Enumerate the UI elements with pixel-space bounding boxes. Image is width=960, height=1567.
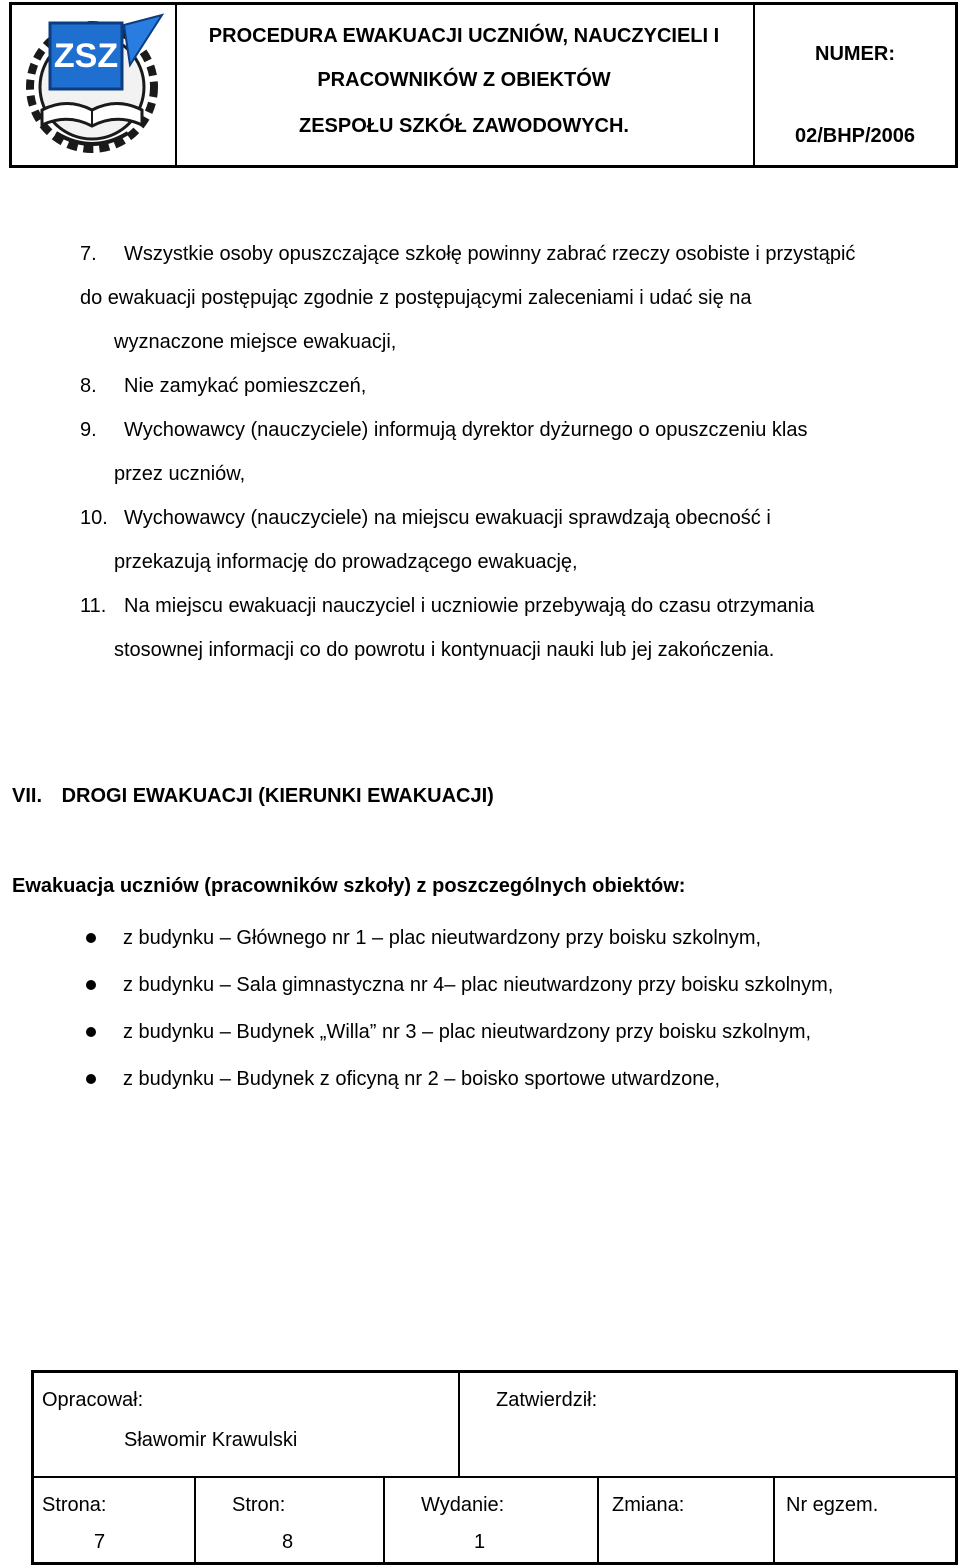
logo-text: ZSZ bbox=[53, 37, 119, 75]
bullet-icon bbox=[86, 980, 96, 990]
number-label: NUMER: bbox=[815, 43, 895, 65]
number-value: 02/BHP/2006 bbox=[794, 125, 916, 147]
list-item bbox=[80, 364, 948, 408]
list-item bbox=[80, 496, 948, 584]
item-text: Nie zamykać pomieszczeń, bbox=[124, 375, 367, 397]
item-text: Na miejscu ewakuacji nauczyciel i uczniowie przebywają do czasu otrzymania bbox=[124, 595, 815, 617]
prepared-label: Opracował: bbox=[42, 1389, 144, 1411]
item-number: 7. bbox=[80, 243, 97, 265]
procedure-title bbox=[175, 5, 755, 165]
item-text-cont: wyznaczone miejsce ewakuacji, bbox=[114, 331, 397, 353]
bullet-text: z budynku – Głównego nr 1 – plac nieutwardzony przy boisku szkolnym, bbox=[123, 927, 762, 949]
prepared-name: Sławomir Krawulski bbox=[124, 1429, 298, 1451]
item-text-cont: przekazują informację do prowadzącego ewakuację, bbox=[114, 551, 578, 573]
bullet-icon bbox=[86, 1074, 96, 1084]
page-label: Strona: bbox=[42, 1494, 107, 1516]
item-number: 11. bbox=[80, 595, 107, 617]
approved-cell bbox=[460, 1373, 955, 1476]
title-line-3: ZESPOŁU SZKÓŁ ZAWODOWYCH. bbox=[299, 115, 629, 137]
prepared-cell bbox=[34, 1373, 460, 1476]
item-text-cont: do ewakuacji postępując zgodnie z postępującymi zaleceniami i udać się na bbox=[80, 287, 752, 309]
footer-approval-row bbox=[34, 1373, 955, 1478]
section-title: DROGI EWAKUACJI (KIERUNKI EWAKUACJI) bbox=[61, 785, 494, 807]
bullet-text: z budynku – Sala gimnastyczna nr 4– plac nieutwardzony przy boisku szkolnym, bbox=[123, 974, 834, 996]
item-number: 8. bbox=[80, 375, 97, 397]
title-line-2: PRACOWNIKÓW Z OBIEKTÓW bbox=[317, 69, 611, 91]
instructions-list bbox=[80, 232, 948, 672]
item-text-cont: stosownej informacji co do powrotu i kontynuacji nauki lub jej zakończenia. bbox=[114, 639, 775, 661]
title-line-1: PROCEDURA EWAKUACJI UCZNIÓW, NAUCZYCIELI I bbox=[208, 25, 720, 47]
section-heading bbox=[12, 785, 494, 808]
bullet-icon bbox=[86, 933, 96, 943]
page-value: 7 bbox=[94, 1531, 106, 1553]
approved-label: Zatwierdził: bbox=[496, 1389, 598, 1411]
item-number: 9. bbox=[80, 419, 97, 441]
document-number-cell bbox=[755, 5, 955, 165]
list-item bbox=[80, 584, 948, 672]
bullet-icon bbox=[86, 1027, 96, 1037]
change-label: Zmiana: bbox=[612, 1494, 685, 1516]
item-text: Wszystkie osoby opuszczające szkołę powinny zabrać rzeczy osobiste i przystąpić bbox=[124, 243, 856, 265]
copy-number-cell bbox=[775, 1478, 955, 1562]
pages-cell bbox=[196, 1478, 385, 1562]
change-cell bbox=[599, 1478, 775, 1562]
copy-number-label: Nr egzem. bbox=[786, 1494, 879, 1516]
section-number: VII. bbox=[12, 785, 43, 807]
page-cell bbox=[34, 1478, 196, 1562]
list-item bbox=[80, 408, 948, 496]
footer-meta-row bbox=[34, 1478, 955, 1562]
logo-cell bbox=[12, 5, 177, 165]
item-text-cont: przez uczniów, bbox=[114, 463, 246, 485]
edition-cell bbox=[385, 1478, 599, 1562]
document-footer bbox=[31, 1370, 958, 1565]
school-logo bbox=[12, 5, 172, 163]
bullet-text: z budynku – Budynek „Willa” nr 3 – plac nieutwardzony przy boisku szkolnym, bbox=[123, 1021, 812, 1043]
list-item bbox=[80, 232, 948, 364]
edition-label: Wydanie: bbox=[421, 1494, 505, 1516]
item-number: 10. bbox=[80, 507, 108, 529]
bullet-text: z budynku – Budynek z oficyną nr 2 – boisko sportowe utwardzone, bbox=[123, 1068, 721, 1090]
pages-label: Stron: bbox=[232, 1494, 286, 1516]
item-text: Wychowawcy (nauczyciele) na miejscu ewakuacji sprawdzają obecność i bbox=[124, 507, 771, 529]
subheading: Ewakuacja uczniów (pracowników szkoły) z poszczególnych obiektów: bbox=[12, 875, 686, 897]
edition-value: 1 bbox=[474, 1531, 486, 1553]
document-header bbox=[9, 2, 958, 168]
item-text: Wychowawcy (nauczyciele) informują dyrektor dyżurnego o opuszczeniu klas bbox=[124, 419, 808, 441]
pages-value: 8 bbox=[282, 1531, 294, 1553]
